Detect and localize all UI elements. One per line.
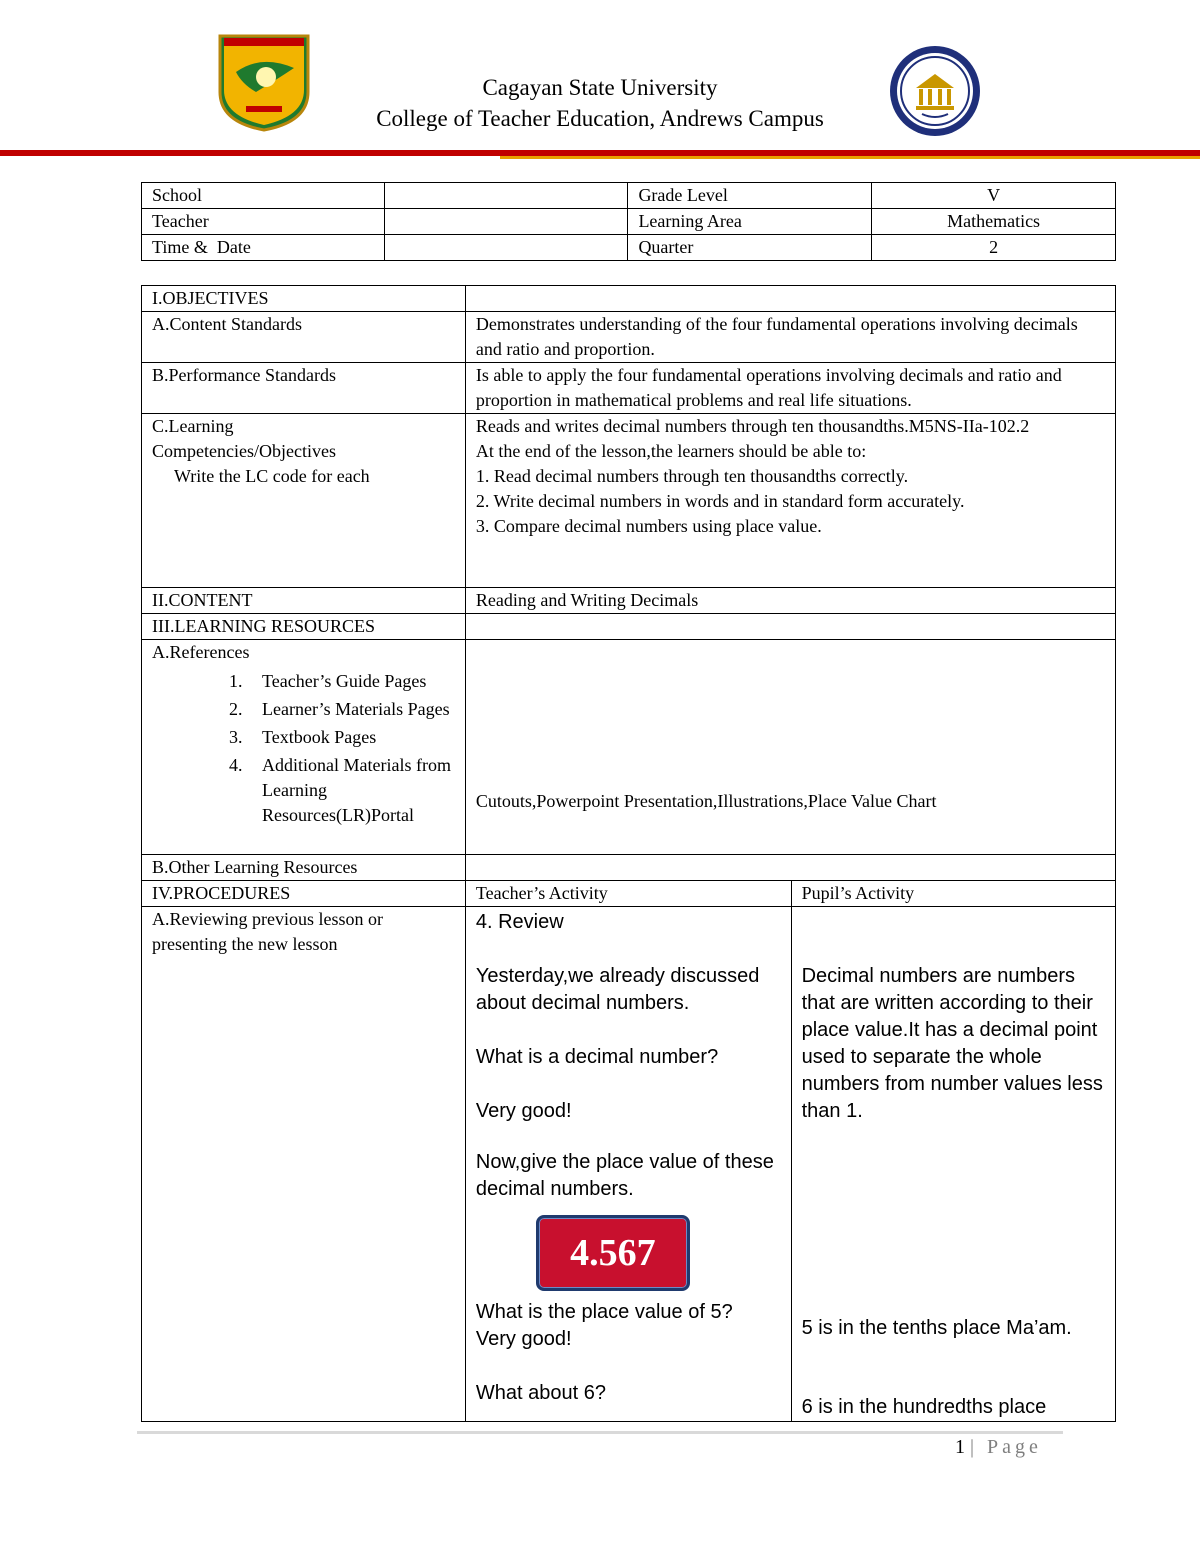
lesson-plan-table [141,285,1116,1422]
page-number: 1 [955,1436,965,1458]
content-heading: II.CONTENT [142,588,466,614]
quarter-value: 2 [872,235,1116,261]
list-item: 2. Learner’s Materials Pages [247,697,455,722]
grade-level-value: V [872,183,1116,209]
list-item: 3. Textbook Pages [247,725,455,750]
college-name: College of Teacher Education, Andrews Campus [376,106,824,131]
performance-standards-value: Is able to apply the four fundamental operations involving decimals and ratio and proportion in mathematical problems and real life situations. [465,363,1115,414]
review-heading: 4. Review [475,911,564,933]
teacher-place-5: What is the place value of 5? [475,1301,733,1323]
university-name: Cagayan State University [482,75,718,100]
pupil-definition: Decimal numbers are numbers that are written according to their place value.It has a decimal point used to separate the whole numbers from number values less than 1. [801,965,1103,1122]
lc-objective-2: 2. Write decimal numbers in words and in standard form accurately. [475,491,965,511]
time-date-label: Time & Date [142,235,385,261]
list-item: 4. Additional Materials from Learning Resources(LR)Portal [247,753,455,828]
reference-materials: Cutouts,Powerpoint Presentation,Illustrations,Place Value Chart [465,640,1115,855]
lc-label-line3: Write the LC code for each [174,466,370,486]
info-table [141,182,1116,261]
review-step-label: A.Reviewing previous lesson or presenting the new lesson [142,907,466,1422]
teacher-now-give: Now,give the place value of these decimal numbers. [475,1151,774,1200]
school-value [384,183,628,209]
lc-label-line2: Competencies/Objectives [152,441,336,461]
teacher-label: Teacher [142,209,385,235]
grade-level-label: Grade Level [628,183,872,209]
lc-objective-3: 3. Compare decimal numbers using place value. [475,516,822,536]
content-standards-label: A.Content Standards [142,312,466,363]
learning-area-label: Learning Area [628,209,872,235]
procedures-heading: IV.PROCEDURES [142,881,466,907]
content-value: Reading and Writing Decimals [465,588,1115,614]
lc-objective-1: 1. Read decimal numbers through ten thousandths correctly. [475,466,909,486]
teacher-value [384,209,628,235]
list-item: 1. Teacher’s Guide Pages [247,669,455,694]
references-list [152,669,455,828]
lc-code: Reads and writes decimal numbers through ten thousandths.M5NS-IIa-102.2 [475,416,1030,436]
teacher-activity-heading: Teacher’s Activity [465,881,791,907]
decimal-number-card: 4.567 [536,1215,690,1291]
teacher-very-good-2: Very good! [475,1328,572,1350]
page-footer [955,1436,1042,1459]
teacher-yesterday: Yesterday,we already discussed about decimal numbers. [475,965,760,1014]
teacher-what-is: What is a decimal number? [475,1046,719,1068]
time-date-value [384,235,628,261]
page-label: | Page [970,1436,1042,1458]
content-standards-value: Demonstrates understanding of the four fundamental operations involving decimals and ratio and proportion. [465,312,1115,363]
teacher-what-about-6: What about 6? [475,1382,606,1404]
pupil-activity-heading: Pupil’s Activity [791,881,1115,907]
header-gold-rule [500,156,1200,159]
other-resources-label: B.Other Learning Resources [142,855,466,881]
pupil-tenths-answer: 5 is in the tenths place Ma’am. [801,1317,1072,1339]
learning-area-value: Mathematics [872,209,1116,235]
performance-standards-label: B.Performance Standards [142,363,466,414]
lc-label-line1: C.Learning [152,416,234,436]
pupil-hundredths-answer: 6 is in the hundredths place [801,1396,1047,1418]
learning-resources-heading: III.LEARNING RESOURCES [142,614,466,640]
references-label: A.References [152,642,250,662]
objectives-heading: I.OBJECTIVES [142,286,466,312]
footer-rule [137,1431,1063,1434]
quarter-label: Quarter [628,235,872,261]
school-label: School [142,183,385,209]
teacher-very-good-1: Very good! [475,1100,572,1122]
lc-intro: At the end of the lesson,the learners should be able to: [475,441,867,461]
